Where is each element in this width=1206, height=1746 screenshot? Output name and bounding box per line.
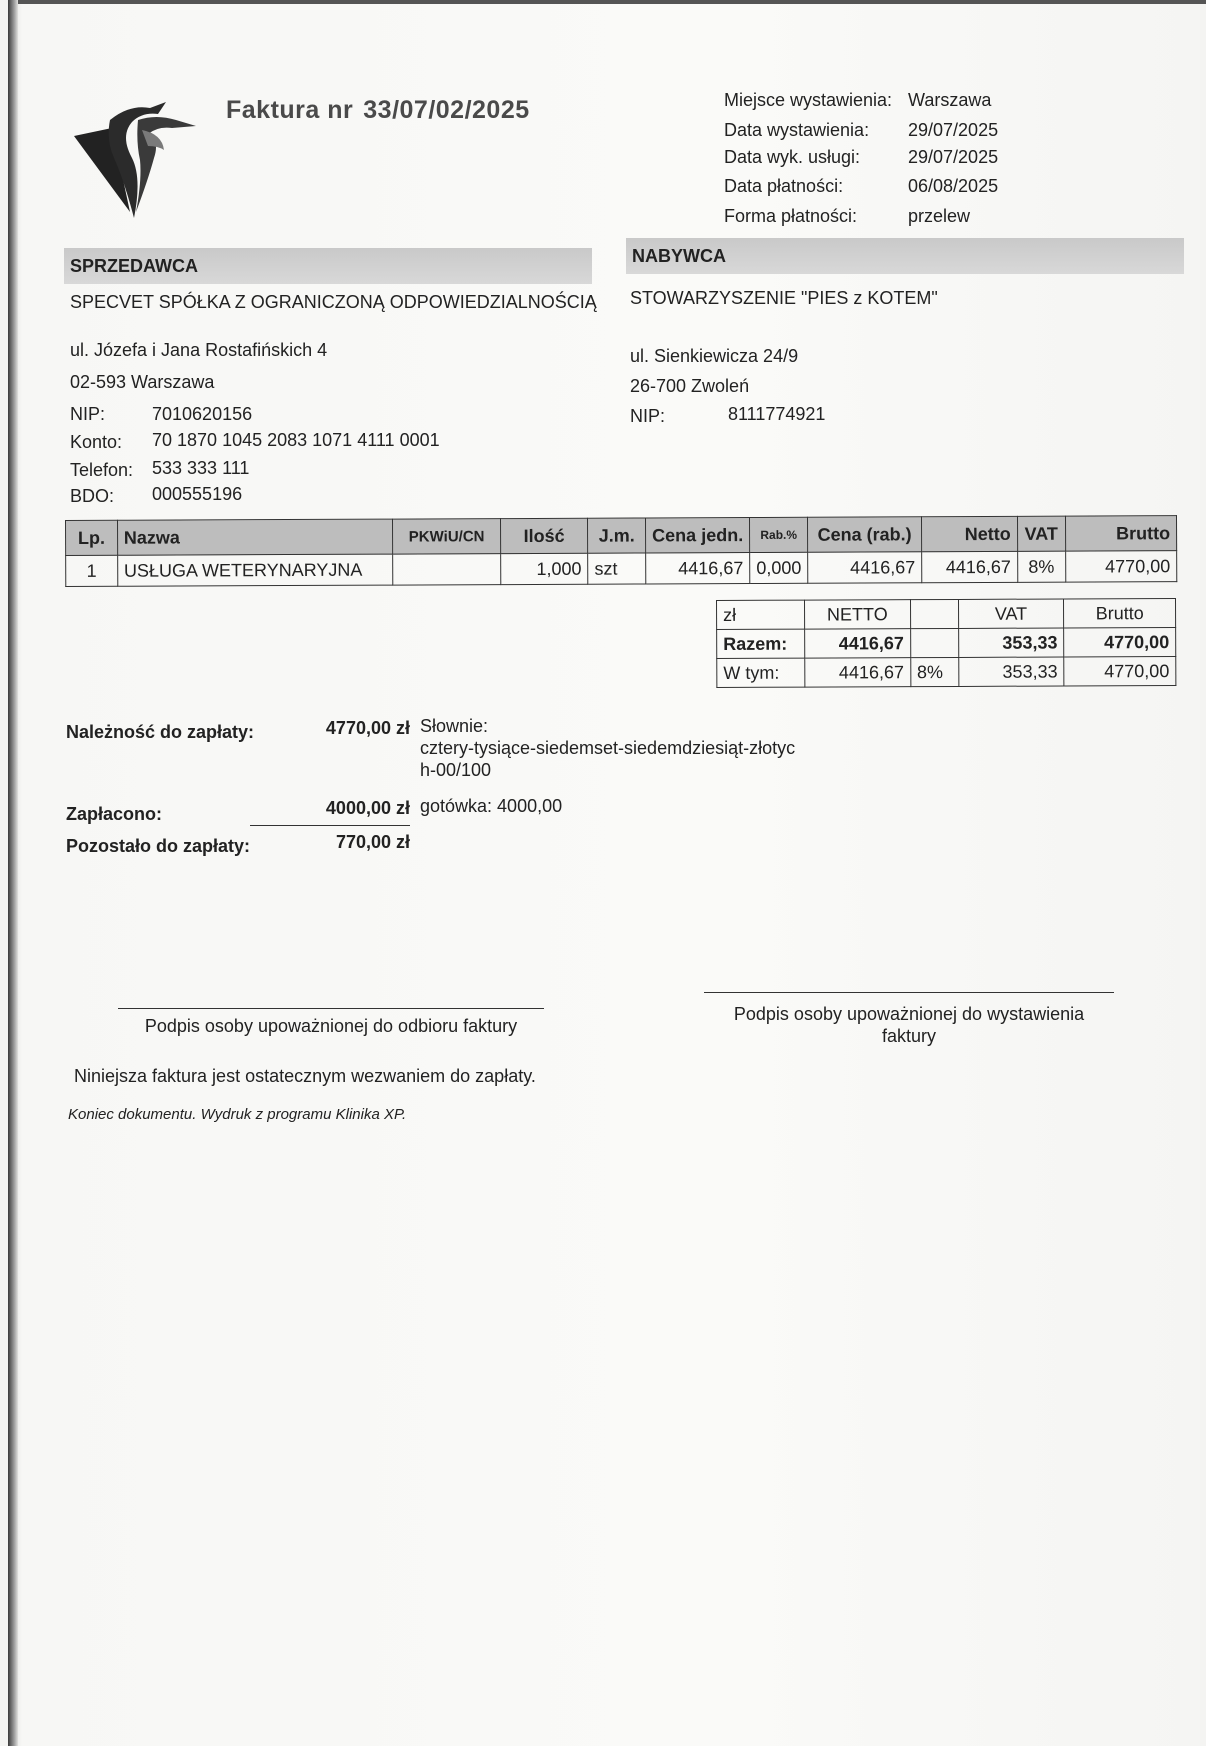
- cell-discount: 0,000: [750, 552, 808, 583]
- summary-currency: zł: [717, 600, 805, 629]
- paid-detail: gotówka: 4000,00: [420, 796, 563, 816]
- meta-value: 06/08/2025: [908, 176, 999, 196]
- col-header-name: Nazwa: [117, 519, 393, 555]
- cell-unit-price: 4416,67: [646, 553, 750, 584]
- issuer-signature-caption-line2: faktury: [881, 1026, 937, 1046]
- buyer-name: STOWARZYSZENIE "PIES z KOTEM": [630, 288, 938, 308]
- paid-amount: 4000,00 zł: [325, 798, 410, 818]
- vat-summary-table: [716, 598, 1176, 688]
- seller-name: SPECVET SPÓŁKA Z OGRANICZONĄ ODPOWIEDZIALNOŚCIĄ: [70, 292, 597, 312]
- seller-phone-label: Telefon:: [70, 460, 134, 480]
- receiver-signature-caption: Podpis osoby upoważnionej do odbioru faktury: [144, 1016, 518, 1036]
- meta-value: przelew: [908, 206, 971, 226]
- summary-header-netto: NETTO: [804, 600, 910, 629]
- receiver-signature-line: [118, 1008, 544, 1009]
- buyer-nip: 8111774921: [728, 404, 826, 424]
- summary-total-vat: 353,33: [958, 628, 1064, 657]
- meta-label: Forma płatności:: [724, 206, 858, 226]
- summary-header-brutto: Brutto: [1064, 598, 1176, 627]
- col-header-netto: Netto: [922, 516, 1018, 551]
- cell-discounted-price: 4416,67: [808, 552, 922, 583]
- buyer-nip-label: NIP:: [630, 406, 666, 426]
- summary-incl-netto: 4416,67: [805, 658, 911, 687]
- seller-account: 70 1870 1045 2083 1071 4111 0001: [152, 430, 440, 450]
- seller-phone: 533 333 111: [152, 458, 250, 478]
- cell-vat: 8%: [1017, 551, 1065, 582]
- meta-label: Miejsce wystawienia:: [724, 90, 893, 110]
- seller-nip-label: NIP:: [70, 404, 106, 424]
- buyer-city: 26-700 Zwoleń: [630, 376, 750, 396]
- col-header-qty: Ilość: [500, 518, 588, 553]
- seller-bdo: 000555196: [152, 484, 243, 504]
- remaining-amount: 770,00 zł: [335, 832, 410, 852]
- cell-name: USŁUGA WETERYNARYJNA: [117, 554, 393, 586]
- due-amount: 4770,00 zł: [325, 718, 410, 738]
- col-header-pkwiu: PKWiU/CN: [393, 519, 501, 554]
- meta-value: 29/07/2025: [908, 147, 999, 167]
- due-label: Należność do zapłaty:: [66, 722, 255, 742]
- col-header-lp: Lp.: [66, 520, 118, 555]
- meta-label: Data płatności:: [724, 176, 844, 196]
- meta-label: Data wyk. usługi:: [724, 147, 861, 167]
- seller-street: ul. Józefa i Jana Rostafińskich 4: [70, 340, 328, 360]
- invoice-page: [8, 0, 1200, 1746]
- issuer-signature-caption-line1: Podpis osoby upoważnionej do wystawienia: [733, 1004, 1085, 1024]
- seller-nip: 7010620156: [152, 404, 253, 424]
- seller-bdo-label: BDO:: [70, 486, 115, 506]
- meta-value: Warszawa: [908, 90, 992, 110]
- final-notice: Niniejsza faktura jest ostatecznym wezwaniem do zapłaty.: [74, 1066, 536, 1086]
- summary-total-netto: 4416,67: [805, 629, 911, 658]
- col-header-brutto: Brutto: [1065, 516, 1177, 551]
- table-row: [66, 551, 1177, 587]
- amount-words-label: Słownie:: [420, 716, 489, 736]
- paid-underline: [250, 825, 410, 826]
- summary-incl-label: W tym:: [717, 658, 805, 687]
- cell-brutto: 4770,00: [1065, 551, 1177, 582]
- seller-heading: SPRZEDAWCA: [64, 248, 592, 284]
- meta-value: 29/07/2025: [908, 120, 999, 140]
- page-top-edge: [8, 0, 1206, 4]
- summary-header-vat: VAT: [958, 599, 1064, 628]
- summary-incl-row: [717, 656, 1176, 687]
- col-header-discount: Rab.%: [750, 517, 808, 552]
- summary-incl-vat: 353,33: [958, 657, 1064, 686]
- col-header-discounted-price: Cena (rab.): [808, 517, 922, 552]
- summary-incl-rate: 8%: [910, 657, 958, 686]
- col-header-unit: J.m.: [588, 518, 646, 553]
- invoice-title-prefix: Faktura nr: [226, 96, 354, 124]
- meta-label: Data wystawienia:: [724, 120, 870, 140]
- items-table: [65, 515, 1177, 587]
- invoice-title: [226, 96, 530, 125]
- buyer-heading: NABYWCA: [626, 238, 1184, 274]
- cell-lp: 1: [66, 555, 118, 586]
- col-header-unit-price: Cena jedn.: [646, 518, 750, 553]
- paid-label: Zapłacono:: [66, 804, 163, 824]
- summary-total-label: Razem:: [717, 629, 805, 658]
- invoice-number: 33/07/02/2025: [363, 96, 530, 124]
- summary-header-row: [717, 598, 1176, 629]
- cell-pkwiu: [393, 554, 501, 585]
- cell-qty: 1,000: [501, 553, 589, 584]
- cell-unit: szt: [588, 553, 646, 584]
- buyer-street: ul. Sienkiewicza 24/9: [630, 346, 799, 366]
- summary-total-row: [717, 627, 1176, 658]
- remaining-label: Pozostało do zapłaty:: [66, 836, 251, 856]
- issuer-signature-line: [704, 992, 1114, 993]
- summary-incl-brutto: 4770,00: [1064, 656, 1176, 685]
- items-header-row: [66, 516, 1177, 556]
- summary-header-rate: [910, 599, 958, 628]
- document-end-note: Koniec dokumentu. Wydruk z programu Klinika XP.: [68, 1106, 407, 1123]
- cell-netto: 4416,67: [922, 551, 1018, 582]
- seller-account-label: Konto:: [70, 432, 123, 452]
- amount-words-line1: cztery-tysiące-siedemset-siedemdziesiąt-złotyc: [420, 738, 796, 758]
- amount-words-line2: h-00/100: [420, 760, 492, 780]
- summary-total-rate: [910, 628, 958, 657]
- clinic-logo-icon: [72, 100, 200, 222]
- summary-total-brutto: 4770,00: [1064, 627, 1176, 656]
- col-header-vat: VAT: [1017, 516, 1065, 551]
- seller-city: 02-593 Warszawa: [70, 372, 215, 392]
- page-left-edge: [8, 0, 18, 1746]
